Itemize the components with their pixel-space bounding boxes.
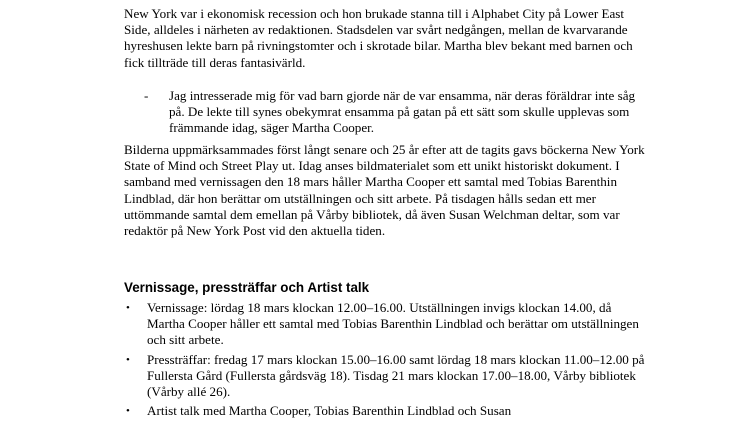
dash-marker: -: [144, 88, 149, 103]
list-item: [124, 403, 649, 419]
section-heading: Vernissage, pressträffar och Artist talk: [124, 280, 370, 295]
list-item: [124, 300, 649, 349]
list-item-text: Artist talk med Martha Cooper, Tobias Barenthin Lindblad och Susan: [147, 403, 512, 419]
body-paragraph-1: New York var i ekonomisk recession och hon brukade stanna till i Alphabet City på Lower East Side, alldeles i närheten av redaktionen. Stadsdelen var svårt nedgången, mellan de kvarvarande hyreshusen lekte barn på rivningstomter och i skrotade bilar. Martha blev bekant med barnen och fick tillträde till deras fantasivärld.: [124, 6, 633, 70]
bullet-marker: •: [126, 405, 130, 418]
quote-text: Jag intresserade mig för vad barn gjorde när de var ensamma, när deras föräldrar inte såg på. De lekte till synes obekymrat ensamma på gatan på ett sätt som skulle upplevas som främmande idag, säger Martha Cooper.: [169, 88, 636, 136]
body-paragraph-2: Bilderna uppmärksammades först långt senare och 25 år efter att de tagits gavs böckerna New York State of Mind och Street Play ut. Idag anses bildmaterialet som ett unikt historiskt dokument. I samband med vernissagen den 18 mars håller Martha Cooper ett samtal med Tobias Barenthin Lindblad, där hon berättar om utställningen och sitt arbete. På tisdagen hålls sedan ett mer uttömmande samtal dem emellan på Vårby bibliotek, då även Susan Welchman deltar, som var redaktör på New York Post vid den aktuella tiden.: [124, 142, 645, 239]
list-item: [124, 352, 649, 401]
bullet-list: [124, 300, 649, 422]
bullet-marker: •: [126, 302, 130, 314]
list-item-text: Pressträffar: fredag 17 mars klockan 15.00–16.00 samt lördag 18 mars klockan 11.00–12.00 på Fullersta Gård (Fullersta gårdsväg 18). Tisdag 21 mars klockan 17.00–18.00, Vårby bibliotek (Vårby allé 26).: [147, 351, 645, 400]
list-item-text: Vernissage: lördag 18 mars klockan 12.00–16.00. Utställningen invigs klockan 14.00, då Martha Cooper håller ett samtal med Tobias Barenthin Lindblad och berättar om utställningen och sitt arbete.: [147, 300, 639, 348]
bullet-marker: •: [126, 353, 130, 366]
